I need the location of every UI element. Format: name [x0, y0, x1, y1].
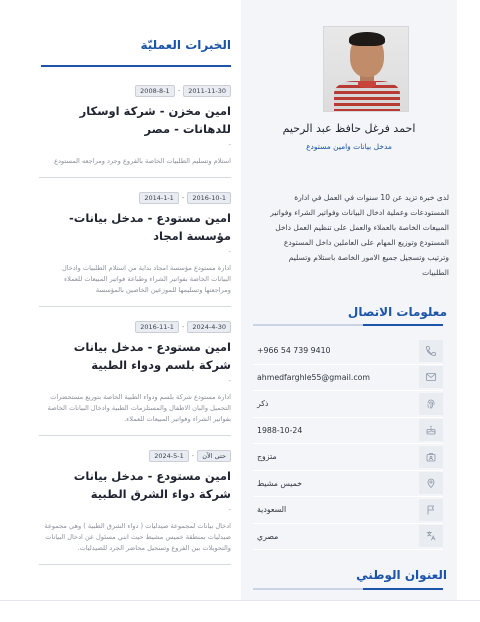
experience-subtitle: - [228, 248, 231, 256]
experience-divider [39, 177, 231, 178]
cake-icon [419, 419, 443, 441]
experience-start-date: 2016-11-1 [135, 321, 179, 333]
experience-end-date: 2016-10-1 [187, 192, 231, 204]
experience-title-underline [41, 65, 231, 67]
experience-start-date: 2008-8-1 [135, 85, 175, 97]
contact-value: متزوج [257, 452, 277, 462]
experience-subtitle: - [228, 506, 231, 514]
date-separator: - [181, 323, 185, 331]
experience-subtitle: - [228, 377, 231, 385]
location-icon [419, 472, 443, 494]
contact-row-nationality [253, 524, 443, 551]
contact-value: 1988-10-24 [257, 425, 303, 435]
date-separator: - [181, 194, 185, 202]
phone-icon [419, 340, 443, 362]
address-title-underline [253, 588, 443, 590]
contact-row-country [253, 497, 443, 524]
experience-title: امين مخزن - شركة اوسكار للدهانات - مصر [79, 104, 231, 136]
experience-item [39, 450, 231, 565]
experience-divider [39, 564, 231, 565]
contact-value: السعودية [257, 505, 287, 515]
experience-title: امين مستودع - مدخل بيانات شركة دواء الشرق الطبية [73, 469, 231, 501]
profile-sidebar [241, 0, 457, 600]
experience-end-date: حتى الآن [197, 450, 231, 462]
contact-value: مصري [257, 531, 279, 541]
resume-canvas [23, 0, 457, 600]
flag-icon [419, 499, 443, 521]
contact-title-underline [253, 324, 443, 326]
experience-dates [39, 321, 231, 333]
address-section-title: العنوان الوطني [356, 568, 447, 582]
experience-end-date: 2024-4-30 [187, 321, 231, 333]
contact-row-marital [253, 444, 443, 471]
contact-row-phone [253, 338, 443, 365]
profile-role: مدخل بيانات وامين مستودع [306, 142, 392, 151]
profile-name: احمد فرغل حافظ عبد الرحيم [282, 122, 416, 135]
contact-list [253, 338, 443, 550]
experience-dates [39, 192, 231, 204]
experience-title: امين مستودع - مدخل بيانات شركة بلسم ودواء الطبية [73, 340, 231, 372]
photo-hair [349, 32, 385, 46]
experience-dates [39, 450, 231, 462]
page-bottom-strip [0, 600, 480, 622]
contact-row-email [253, 365, 443, 392]
experience-item [39, 192, 231, 307]
experience-divider [39, 306, 231, 307]
profile-summary: لدى خبرة تزيد عن 10 سنوات في العمل في ادارة المستودعات وعملية ادخال البيانات وفواتير الشراء وفواتير المبيعات الخاصة بالعملاء والعمل على تنظيم العمل داخل المستودع وتوزيع المهام على العاملين داخل المستودع وترتيب وتسجيل جميع الامور الخاصة باستلام وتسليم الطلبيات [270, 193, 449, 277]
experience-start-date: 2024-5-1 [149, 450, 189, 462]
fingerprint-icon [419, 393, 443, 415]
experience-description: ادخال بيانات لمجموعة صيدليات ( دواء الشرق الطبية ) وهي مجموعة صيدليات بمنطقة خميس مشيط حيث انني مسئول عن ادخال البيانات والتحويلات بين الفروع وتسجيل محاضر الجرد للصيدليات. [44, 522, 231, 552]
experience-start-date: 2014-1-1 [139, 192, 179, 204]
date-separator: - [177, 87, 181, 95]
experience-item [39, 321, 231, 436]
mail-icon [419, 366, 443, 388]
experience-column [23, 0, 241, 600]
date-separator: - [191, 452, 195, 460]
experience-description: استلام وتسليم الطلبيات الخاصة بالفروع وجرد ومراجعه المستودع [54, 157, 231, 165]
photo-collar [358, 81, 376, 88]
experience-subtitle: - [228, 141, 231, 149]
contact-value: خميس مشيط [257, 478, 302, 488]
contact-section-title: معلومات الاتصال [347, 305, 447, 319]
experience-description: ادارة مستودع مؤسسة امجاد بداية من استلام الطلبيات وادخال البيانات الخاصة بفواتير الشراء وطباعة فواتير المبيعات للعملاء ومراجعتها وتسليمها للموزعين الخاصين بالمؤسسة [61, 264, 231, 294]
family-icon [419, 446, 443, 468]
underline-fade [253, 588, 363, 590]
experience-item [39, 85, 231, 178]
experience-divider [39, 435, 231, 436]
contact-row-city [253, 471, 443, 498]
experience-dates [39, 85, 231, 97]
profile-photo [323, 26, 409, 112]
contact-row-gender [253, 391, 443, 418]
translate-icon [419, 525, 443, 547]
contact-row-birthdate [253, 418, 443, 445]
experience-section-title: الخبرات العمليّة [140, 38, 231, 52]
underline-fade [253, 324, 363, 326]
contact-value: +966 54 739 9410 [257, 346, 331, 356]
contact-value: ذكر [257, 399, 269, 409]
experience-end-date: 2011-11-30 [183, 85, 231, 97]
experience-description: ادارة مستودع شركة بلسم ودواء الطبية الخاصة بتوريع مستحضرات التجميل والبان الاطفال والمستلزمات الطبية وادخال البيانات الخاصة بفواتير الشراء وفواتير المبيعات للعملاء. [47, 393, 231, 423]
contact-value: ahmedfarghle55@gmail.com [257, 372, 371, 382]
experience-title: امين مستودع - مدخل بيانات- مؤسسة امجاد [69, 211, 231, 243]
